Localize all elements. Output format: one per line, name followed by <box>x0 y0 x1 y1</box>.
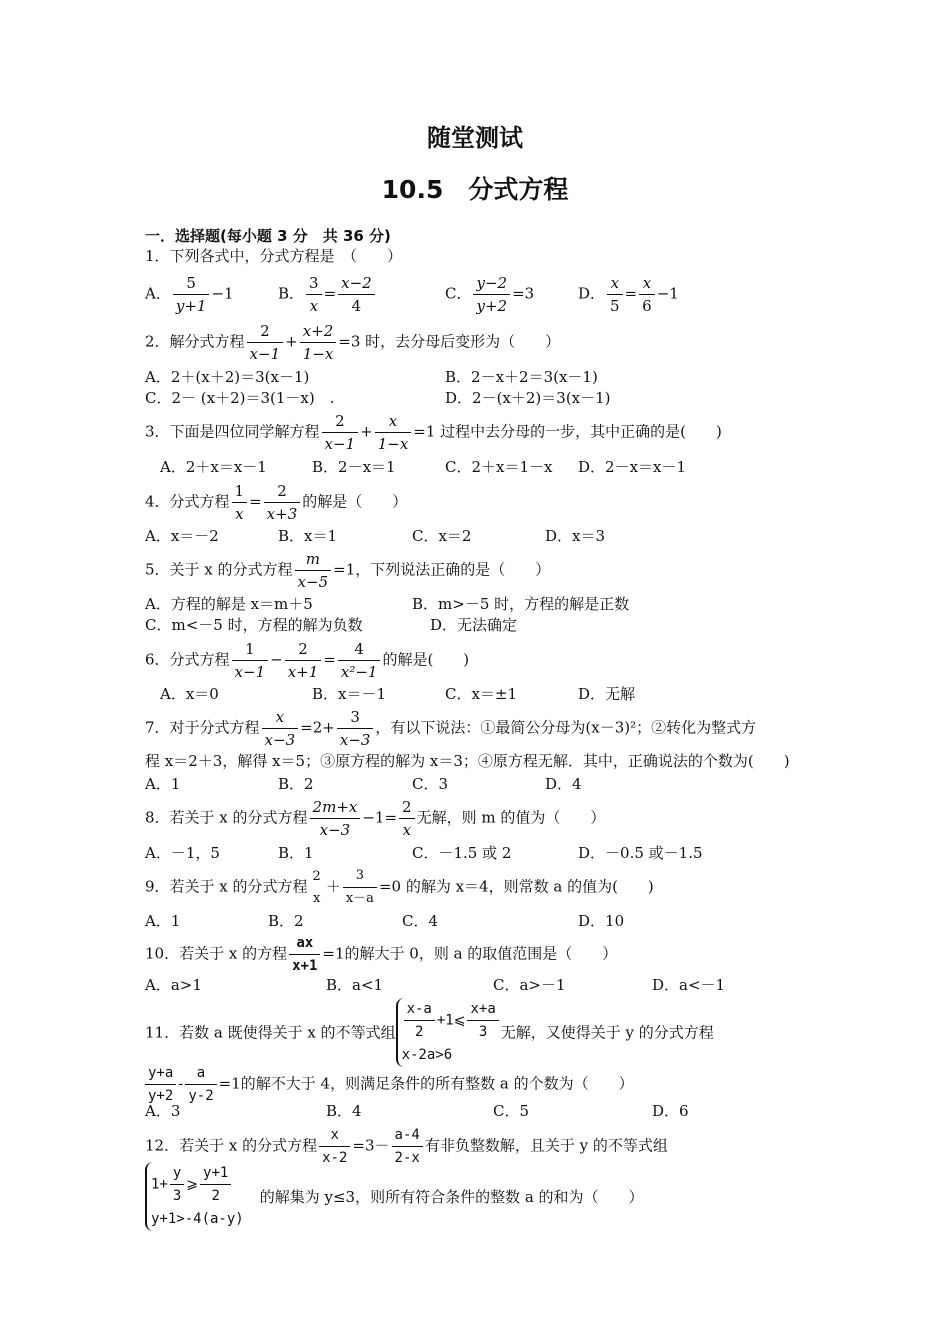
q8-option-d: D．－0.5 或－1.5 <box>578 844 703 862</box>
q5-option-b: B．m>－5 时，方程的解是正数 <box>412 595 630 613</box>
question-6: 6．分式方程 $\frac{1}{x-1}$ − $\frac{2}{x+1}$ = $\frac{4}{\text{x²−1}}$ 的解是( ) <box>145 640 470 681</box>
question-5: 5．关于 x 的分式方程 $\frac{m}{x-5}$ =1，下列说法正确的是（ ） <box>145 550 551 591</box>
question-4: 4．分式方程 $\frac{1}{x}$ = $\frac{2}{x+3}$ 的解是（ ） <box>145 482 408 523</box>
q7-option-a: A．1 <box>145 775 181 793</box>
question-11-line2: $\frac{y+a}{y+2}$ - $\frac{a}{y-2}$ =1的解不大于 4，则满足条件的所有整数 a 的个数为（ ） <box>143 1062 634 1107</box>
question-10: 10．若关于 x 的方程 $\frac{ax}{x+1}$ =1的解大于 0，则 a 的取值范围是（ ） <box>145 932 617 977</box>
q10-option-d: D．a<－1 <box>652 976 726 994</box>
q9-option-d: D．10 <box>578 912 625 930</box>
q3-option-d: D．2－x＝x－1 <box>578 458 687 476</box>
q10-option-b: B．a<1 <box>326 976 384 994</box>
q2-option-c: C．2－ (x＋2)＝3(1－x) . <box>145 389 335 407</box>
question-2: 2．解分式方程 $\frac{2}{x-1}$ + $\frac{x+2}{1-x}$ =3 时，去分母后变形为（ ） <box>145 322 561 363</box>
q3-option-c: C．2＋x＝1－x <box>445 458 553 476</box>
q6-option-c: C．x＝±1 <box>445 685 518 703</box>
q2-option-b: B．2－x＋2＝3(x－1) <box>445 368 598 386</box>
q10-option-c: C．a>－1 <box>493 976 566 994</box>
q11-option-c: C．5 <box>493 1102 530 1120</box>
q7-option-d: D．4 <box>545 775 582 793</box>
q7-option-b: B．2 <box>278 775 314 793</box>
question-7-line2: 程 x＝2＋3，解得 x＝5；③原方程的解为 x＝3；④原方程无解．其中，正确说法的个数为( ) <box>145 752 790 770</box>
q10-option-a: A．a>1 <box>145 976 202 994</box>
question-9: 9．若关于 x 的分式方程 2 x ＋ $\frac{3}{x-a}$ =0 的解为 x＝4，则常数 a 的值为( ) <box>145 865 654 910</box>
q4-option-a: A．x＝－2 <box>145 527 219 545</box>
q4-option-c: C．x＝2 <box>412 527 472 545</box>
q12-inequality-system: 1+ $\frac{y}{3}$ ⩾ $\frac{y+1}{2}$ y+1>-4(a-y) <box>145 1162 244 1231</box>
question-12-line2: 1+ $\frac{y}{3}$ ⩾ $\frac{y+1}{2}$ y+1>-4(a-y) 的解集为 y≤3，则所有符合条件的整数 a 的和为（ ） <box>145 1162 644 1231</box>
q8-option-c: C．－1.5 或 2 <box>412 844 512 862</box>
q1-option-a: A． $\frac{5}{y+1}$ −1 <box>145 274 234 315</box>
q11-option-a: A．3 <box>145 1102 181 1120</box>
q4-option-b: B．x＝1 <box>278 527 338 545</box>
q5-option-a: A．方程的解是 x＝m＋5 <box>145 595 313 613</box>
q2-option-d: D．2－(x＋2)＝3(x－1) <box>445 389 611 407</box>
q3-option-b: B．2－x＝1 <box>312 458 396 476</box>
q6-option-d: D．无解 <box>578 685 636 703</box>
q7-option-c: C．3 <box>412 775 449 793</box>
q5-option-c: C．m<－5 时，方程的解为负数 <box>145 616 363 634</box>
question-12: 12．若关于 x 的分式方程 $\frac{x}{x-2}$ =3－ $\frac{a-4}{2-x}$ 有非负整数解，且关于 y 的不等式组 <box>145 1124 668 1169</box>
q9-option-c: C．4 <box>402 912 439 930</box>
q1-option-c: C． $\frac{y-2}{y+2}$ =3 <box>445 274 535 315</box>
page-subtitle: 10.5 分式方程 <box>381 175 569 204</box>
q11-option-b: B．4 <box>326 1102 362 1120</box>
q11-inequality-system: $\frac{x-a}{2}$ +1⩽ $\frac{x+a}{3}$ x-2a>6 <box>396 998 501 1067</box>
q2-option-a: A．2＋(x＋2)＝3(x－1) <box>145 368 310 386</box>
q4-option-d: D．x＝3 <box>545 527 606 545</box>
q3-option-a: A．2＋x＝x－1 <box>160 458 267 476</box>
question-8: 8．若关于 x 的分式方程 $\frac{2m+x}{x-3}$ −1= $\frac{2}{x}$ 无解，则 m 的值为（ ） <box>145 798 606 839</box>
section-heading: 一．选择题(每小题 3 分 共 36 分) <box>145 227 391 245</box>
question-3: 3．下面是四位同学解方程 $\frac{2}{x-1}$ + $\frac{x}{1-x}$ =1 过程中去分母的一步，其中正确的是( ) <box>145 412 722 453</box>
question-11: 11．若数 a 既使得关于 x 的不等式组 $\frac{x-a}{2}$ +1⩽ $\frac{x+a}{3}$ x-2a>6 无解，又使得关于 y 的分式方程 <box>145 998 714 1067</box>
q1-option-d: D． $\frac{x}{5}$ = $\frac{x}{6}$ −1 <box>578 274 679 315</box>
question-1: 1．下列各式中，分式方程是 （ ） <box>145 247 403 265</box>
q11-option-d: D．6 <box>652 1102 689 1120</box>
page-title: 随堂测试 <box>427 124 523 152</box>
q9-option-b: B．2 <box>268 912 304 930</box>
question-7: 7．对于分式方程 $\frac{x}{x-3}$ =2+ $\frac{3}{x-3}$ ，有以下说法：①最简公分母为(x－3)²；②转化为整式方 <box>145 708 757 749</box>
q8-option-a: A．－1，5 <box>145 844 220 862</box>
q1-option-b: B． $\frac{3}{x}$ = $\frac{x-2}{4}$ <box>278 272 377 317</box>
q6-option-b: B．x＝－1 <box>312 685 387 703</box>
q5-option-d: D．无法确定 <box>430 616 518 634</box>
q6-option-a: A．x＝0 <box>160 685 219 703</box>
q9-option-a: A．1 <box>145 912 181 930</box>
q8-option-b: B．1 <box>278 844 314 862</box>
